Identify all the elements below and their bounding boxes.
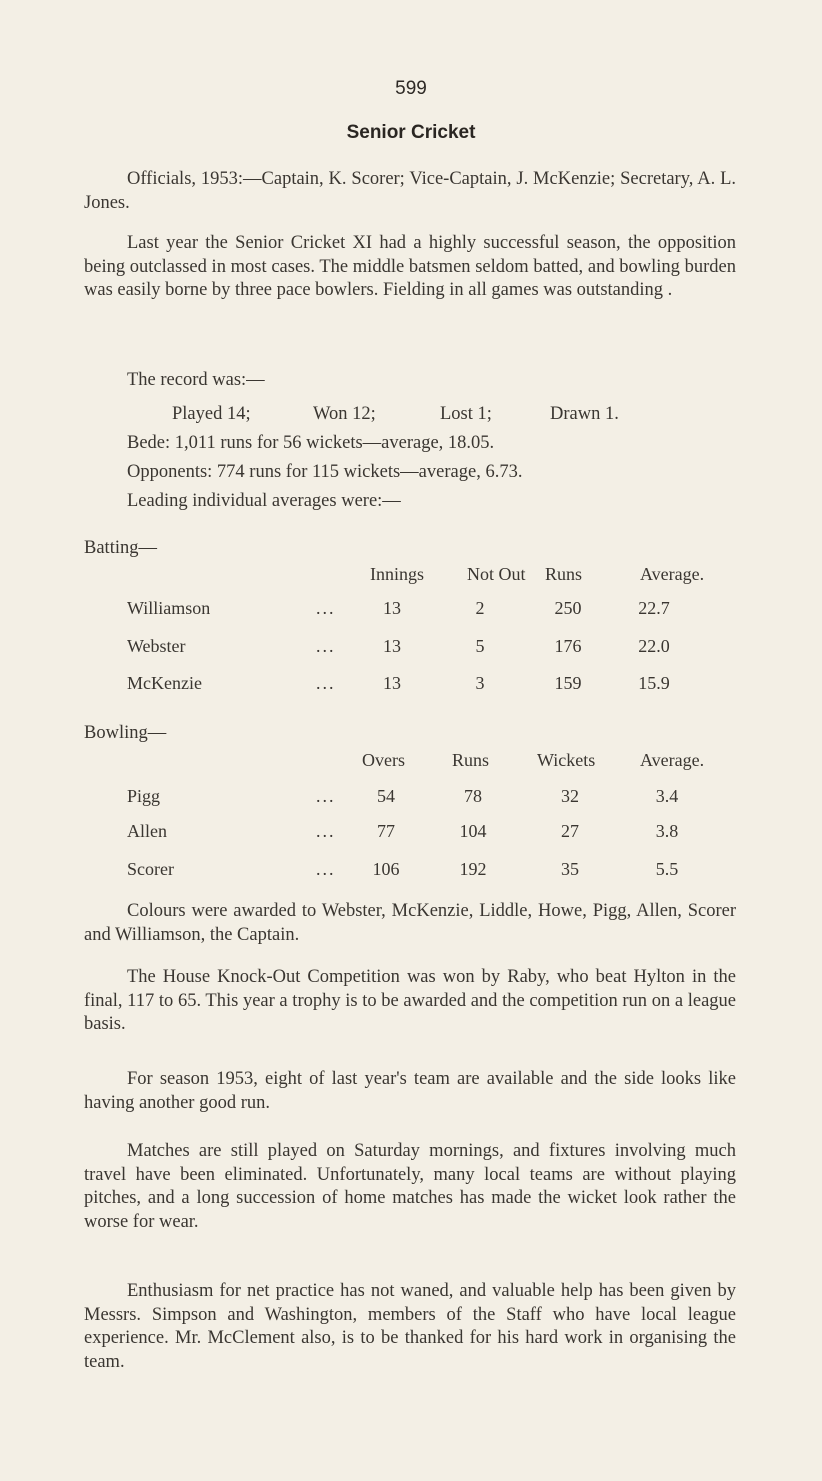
batting-name: Webster <box>127 636 186 656</box>
bowling-header-average: Average. <box>640 750 705 770</box>
bowling-average: 5.5 <box>655 859 679 879</box>
bowling-header-runs: Runs <box>452 750 490 770</box>
batting-header-innings: Innings <box>370 564 424 584</box>
bowling-wickets: 35 <box>561 859 579 879</box>
bowling-overs: 106 <box>372 859 400 879</box>
record-bede: Bede: 1,011 runs for 56 wickets—average, 18.05. <box>127 433 495 453</box>
bowling-header-wickets: Wickets <box>537 750 596 770</box>
batting-average: 15.9 <box>638 673 670 693</box>
leader-dots: ... <box>316 821 336 841</box>
page-title: Senior Cricket <box>346 122 476 143</box>
enthusiasm-paragraph: Enthusiasm for net practice has not waned, and valuable help has been given by Messrs. Simpson and Washington, members of the Staff who have local league experience. Mr. McClement also, is to be thanked for his hard work in organising the team. <box>84 1281 736 1372</box>
batting-header-not-out: Not Out <box>467 564 526 584</box>
bowling-name: Pigg <box>127 786 161 806</box>
bowling-overs: 54 <box>377 786 395 806</box>
leader-dots: ... <box>316 786 336 806</box>
bowling-label: Bowling— <box>84 723 167 743</box>
matches-paragraph: Matches are still played on Saturday mornings, and fixtures involving much travel have been eliminated. Unfortunately, many local teams are without playing pitches, and a long succession of home matches has made the wicket look rather the worse for wear. <box>84 1141 736 1232</box>
batting-name: Williamson <box>127 598 211 618</box>
record-intro: The record was:— <box>127 370 265 390</box>
batting-runs: 159 <box>554 673 582 693</box>
record-played: Played 14; <box>172 404 251 424</box>
bowling-average: 3.4 <box>655 786 679 806</box>
batting-average: 22.7 <box>638 598 670 618</box>
bowling-header-overs: Overs <box>362 750 405 770</box>
batting-not-out: 3 <box>475 673 485 693</box>
bowling-runs: 192 <box>459 859 487 879</box>
bowling-average: 3.8 <box>655 821 679 841</box>
record-leading: Leading individual averages were:— <box>127 491 401 511</box>
batting-header-runs: Runs <box>545 564 583 584</box>
record-lost: Lost 1; <box>440 404 492 424</box>
batting-header-average: Average. <box>640 564 705 584</box>
bowling-overs: 77 <box>377 821 395 841</box>
leader-dots: ... <box>316 859 336 879</box>
record-opponents: Opponents: 774 runs for 115 wickets—average, 6.73. <box>127 462 523 482</box>
leader-dots: ... <box>316 636 336 656</box>
record-won: Won 12; <box>313 404 376 424</box>
batting-innings: 13 <box>383 598 401 618</box>
officials-paragraph: Officials, 1953:—Captain, K. Scorer; Vice-Captain, J. McKenzie; Secretary, A. L. Jones. <box>84 169 736 213</box>
intro-paragraph: Last year the Senior Cricket XI had a highly successful season, the opposition being outclassed in most cases. The middle batsmen seldom batted, and bowling burden was easily borne by three pace bowlers. Fielding in all games was outstanding . <box>84 233 736 300</box>
leader-dots: ... <box>316 673 336 693</box>
batting-innings: 13 <box>383 673 401 693</box>
batting-runs: 176 <box>554 636 582 656</box>
bowling-runs: 104 <box>459 821 487 841</box>
leader-dots: ... <box>316 598 336 618</box>
bowling-name: Scorer <box>127 859 174 879</box>
record-drawn: Drawn 1. <box>550 404 619 424</box>
page-number: 599 <box>395 78 427 99</box>
batting-name: McKenzie <box>127 673 202 693</box>
batting-not-out: 5 <box>475 636 485 656</box>
batting-label: Batting— <box>84 538 157 558</box>
bowling-wickets: 27 <box>561 821 579 841</box>
season-paragraph: For season 1953, eight of last year's team are available and the side looks like having another good run. <box>84 1069 736 1113</box>
bowling-runs: 78 <box>464 786 482 806</box>
bowling-name: Allen <box>127 821 167 841</box>
batting-average: 22.0 <box>638 636 670 656</box>
batting-not-out: 2 <box>475 598 485 618</box>
house-paragraph: The House Knock-Out Competition was won by Raby, who beat Hylton in the final, 117 to 65. This year a trophy is to be awarded and the competition run on a league basis. <box>84 967 736 1034</box>
batting-runs: 250 <box>554 598 582 618</box>
colours-paragraph: Colours were awarded to Webster, McKenzie, Liddle, Howe, Pigg, Allen, Scorer and Williamson, the Captain. <box>84 901 736 945</box>
bowling-wickets: 32 <box>561 786 579 806</box>
batting-innings: 13 <box>383 636 401 656</box>
